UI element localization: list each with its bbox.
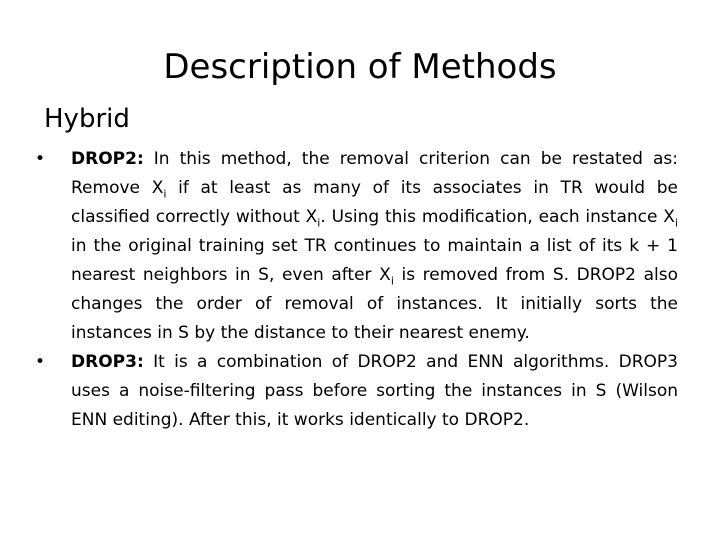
drop2-text-5: is removed from S. DROP2 also changes the order of removal of instances. It initially sorts the instances in S by the distance to their nearest enemy.: [71, 265, 678, 343]
subscript-i: i: [317, 216, 321, 230]
drop2-text-1: In this method, the removal criterion can be restated as: Remove X: [71, 149, 678, 198]
subscript-i: i: [674, 216, 678, 230]
term-drop3: DROP3:: [71, 352, 144, 372]
bullet-icon: •: [34, 149, 46, 169]
drop2-text-2: if at least as many of its associates in TR would be classified correctly without X: [71, 178, 678, 227]
section-heading: Hybrid: [44, 104, 130, 134]
bullet-item-drop2: [30, 145, 678, 348]
slide-title: Description of Methods: [163, 47, 557, 87]
subscript-i: i: [163, 187, 167, 201]
drop2-text-3: . Using this modification, each instance X: [320, 207, 675, 227]
drop2-text-4: in the original training set TR continues to maintain a list of its k + 1 nearest neighbors in S, even after X: [71, 236, 678, 285]
bullet-icon: •: [34, 352, 46, 372]
bullet-item-drop3: [30, 348, 678, 435]
drop3-text: It is a combination of DROP2 and ENN algorithms. DROP3 uses a noise-filtering pass before sorting the instances in S (Wilson ENN editing). After this, it works identically to DROP2.: [71, 352, 678, 430]
term-drop2: DROP2:: [71, 149, 144, 169]
subscript-i: i: [390, 274, 394, 288]
bullet-list: [30, 145, 678, 435]
